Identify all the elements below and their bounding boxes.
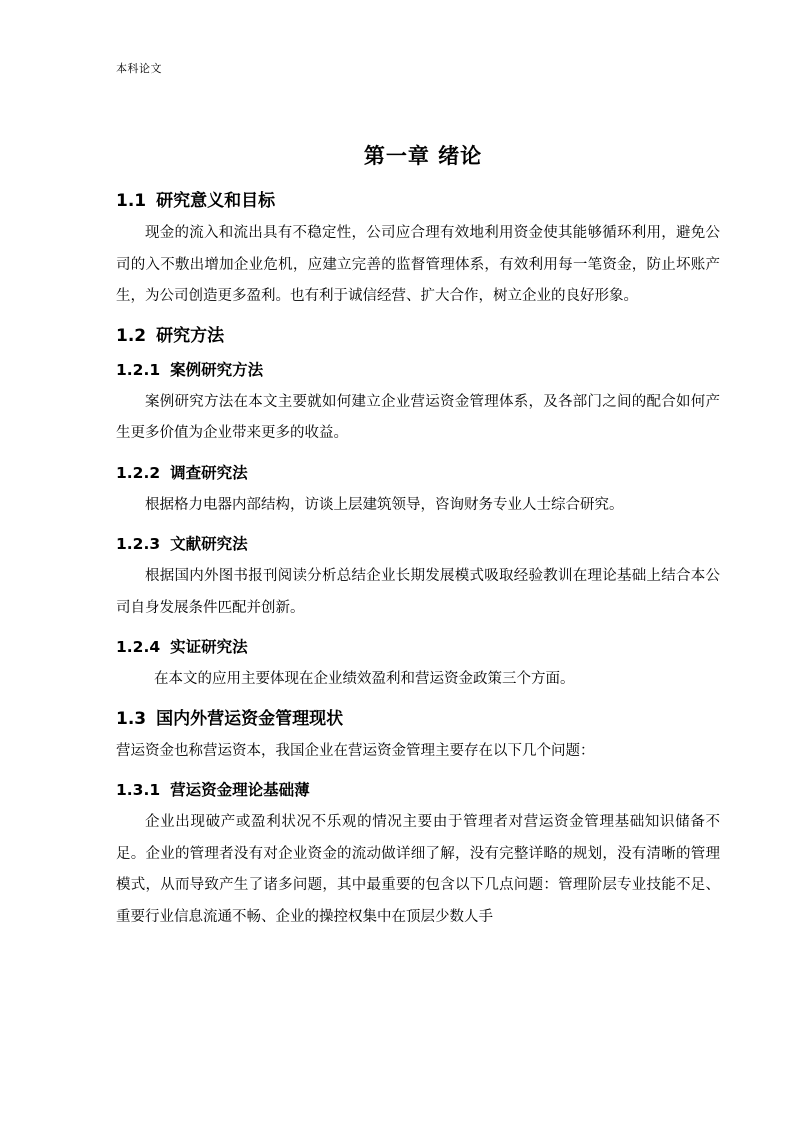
section-number: 1.2.3 <box>116 535 161 553</box>
chapter-title: 第一章 绪论 <box>363 144 483 168</box>
section-title: 营运资金理论基础薄 <box>170 781 310 799</box>
section-number: 1.1 <box>116 191 147 211</box>
section-number: 1.3.1 <box>116 781 161 799</box>
section-heading-1-1 <box>116 184 720 218</box>
section-number: 1.2.1 <box>116 360 161 379</box>
section-title: 研究方法 <box>156 325 225 346</box>
section-number: 1.2 <box>116 325 147 346</box>
paragraph-1-1: 现金的流入和流出具有不稳定性，公司应合理有效地利用资金使其能够循环利用，避免公司的入不敷出增加企业危机，应建立完善的监督管理体系，有效利用每一笔资金，防止坏账产生，为公司创造更多盈利。也有利于诚信经营、扩大合作，树立企业的良好形象。 <box>116 225 720 304</box>
section-heading-1-2-1 <box>116 353 720 387</box>
paragraph-1-3: 营运资金也称营运资本，我国企业在营运资金管理主要存在以下几个问题： <box>116 742 595 759</box>
document-body <box>116 140 720 939</box>
page-header: 本科论文 <box>116 62 162 75</box>
section-title: 实证研究法 <box>170 638 248 656</box>
section-heading-1-2-4 <box>116 630 720 664</box>
section-heading-1-2-2 <box>116 456 720 490</box>
section-title: 文献研究法 <box>170 535 248 553</box>
section-heading-1-3 <box>116 702 720 736</box>
header-divider <box>112 82 720 83</box>
section-heading-1-2 <box>116 319 720 353</box>
section-heading-1-3-1 <box>116 773 720 807</box>
section-heading-1-2-3 <box>116 527 720 561</box>
section-number: 1.3 <box>116 708 147 729</box>
paragraph-1-3-1: 企业出现破产或盈利状况不乐观的情况主要由于管理者对营运资金管理基础知识储备不足。企业的管理者没有对企业资金的流动做详细了解，没有完整详略的规划，没有清晰的管理模式，从而导致产生了诸多问题，其中最重要的包含以下几点问题：管理阶层专业技能不足、重要行业信息流通不畅、企业的操控权集中在顶层少数人手 <box>116 814 720 925</box>
paragraph-1-2-3: 根据国内外图书报刊阅读分析总结企业长期发展模式吸取经验教训在理论基础上结合本公司自身发展条件匹配并创新。 <box>116 568 720 616</box>
paragraph-1-2-2: 根据格力电器内部结构，访谈上层建筑领导，咨询财务专业人士综合研究。 <box>145 496 624 513</box>
section-title: 案例研究方法 <box>170 360 264 379</box>
section-number: 1.2.2 <box>116 463 161 482</box>
paragraph-1-2-4: 在本文的应用主要体现在企业绩效盈利和营运资金政策三个方面。 <box>154 671 575 687</box>
paragraph-1-2-1: 案例研究方法在本文主要就如何建立企业营运资金管理体系，及各部门之间的配合如何产生更多价值为企业带来更多的收益。 <box>116 393 720 441</box>
section-number: 1.2.4 <box>116 638 161 656</box>
section-title: 调查研究法 <box>170 463 248 482</box>
section-title: 国内外营运资金管理现状 <box>156 708 344 729</box>
section-title: 研究意义和目标 <box>156 191 276 211</box>
